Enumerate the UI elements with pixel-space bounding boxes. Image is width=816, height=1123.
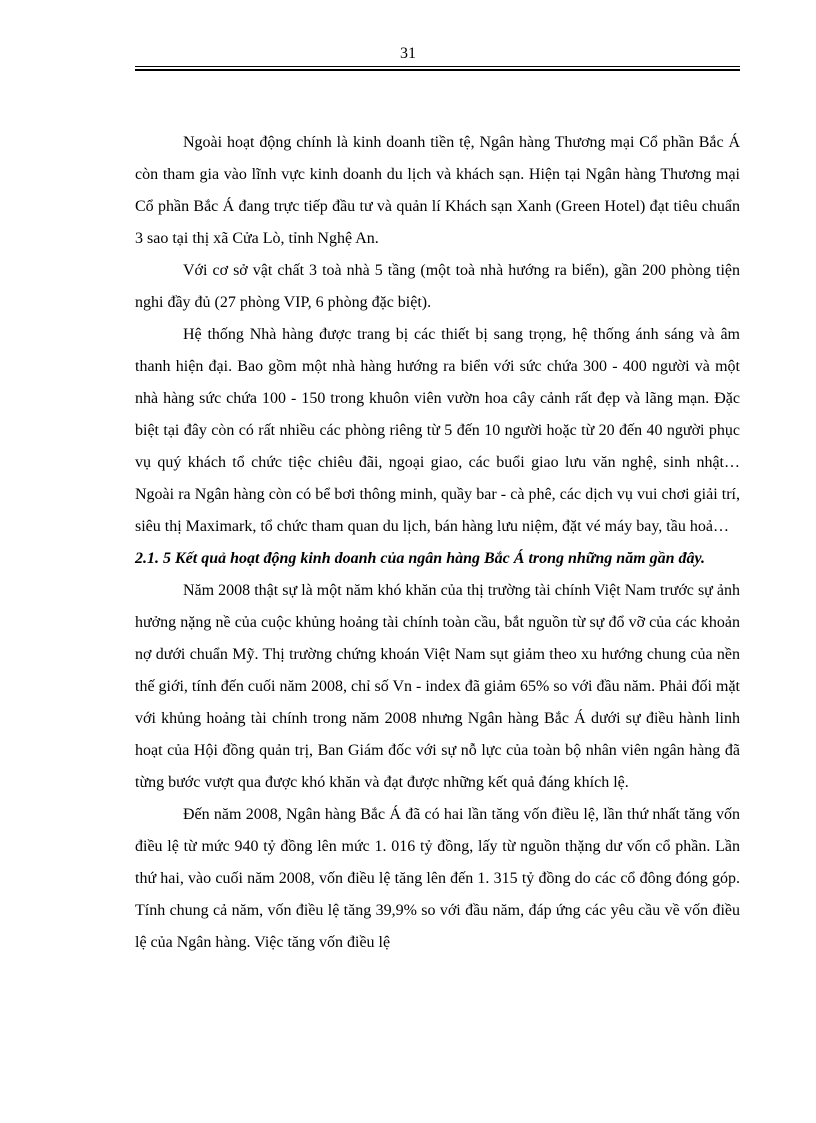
paragraph-financial-crisis-2008: Năm 2008 thật sự là một năm khó khăn của thị trường tài chính Việt Nam trước sự ảnh hưởng nặng nề của cuộc khủng hoảng tài chính toàn cầu, bắt nguồn từ sự đổ vỡ của các khoản nợ dưới chuẩn Mỹ. Thị trường chứng khoán Việt Nam sụt giảm theo xu hướng chung của nền thế giới, tính đến cuối năm 2008, chỉ số Vn - index đã giảm 65% so với đầu năm. Phải đối mặt với khủng hoảng tài chính trong năm 2008 nhưng Ngân hàng Bắc Á dưới sự điều hành linh hoạt của Hội đồng quản trị, Ban Giám đốc với sự nỗ lực của toàn bộ nhân viên ngân hàng đã từng bước vượt qua được khó khăn và đạt được những kết quả đáng khích lệ. [135, 582, 740, 791]
paragraph-banking-hotel-business: Ngoài hoạt động chính là kinh doanh tiền tệ, Ngân hàng Thương mại Cổ phần Bắc Á còn tham gia vào lĩnh vực kinh doanh du lịch và khách sạn. Hiện tại Ngân hàng Thương mại Cổ phần Bắc Á đang trực tiếp đầu tư và quản lí Khách sạn Xanh (Green Hotel) đạt tiêu chuẩn 3 sao tại thị xã Cửa Lò, tỉnh Nghệ An. [135, 134, 740, 247]
paragraph-restaurant-system: Hệ thống Nhà hàng được trang bị các thiết bị sang trọng, hệ thống ánh sáng và âm thanh hiện đại. Bao gồm một nhà hàng hướng ra biển với sức chứa 300 - 400 người và một nhà hàng sức chứa 100 - 150 trong khuôn viên vườn hoa cây cảnh rất đẹp và lãng mạn. Đặc biệt tại đây còn có rất nhiều các phòng riêng từ 5 đến 10 người hoặc từ 20 đến 40 người phục vụ quý khách tổ chức tiệc chiêu đãi, ngoại giao, các buổi giao lưu văn nghệ, sinh nhật… Ngoài ra Ngân hàng còn có bể bơi thông minh, quầy bar - cà phê, các dịch vụ vui chơi giải trí, siêu thị Maximark, tổ chức tham quan du lịch, bán hàng lưu niệm, đặt vé máy bay, tầu hoả… [135, 326, 740, 535]
paragraph-capital-increase: Đến năm 2008, Ngân hàng Bắc Á đã có hai lần tăng vốn điều lệ, lần thứ nhất tăng vốn điều lệ từ mức 940 tỷ đồng lên mức 1. 016 tỷ đồng, lấy từ nguồn thặng dư vốn cổ phần. Lần thứ hai, vào cuối năm 2008, vốn điều lệ tăng lên đến 1. 315 tỷ đồng do các cổ đông đóng góp. Tính chung cả năm, vốn điều lệ tăng 39,9% so với đầu năm, đáp ứng các yêu cầu về vốn điều lệ của Ngân hàng. Việc tăng vốn điều lệ [135, 806, 740, 951]
document-body [135, 127, 740, 959]
header-rule-thick [135, 69, 740, 71]
header-rule-thin [135, 66, 740, 67]
page-number: 31 [400, 45, 416, 62]
section-heading: 2.1. 5 Kết quả hoạt động kinh doanh của ngân hàng Bắc Á trong những năm gần đây. [135, 550, 706, 567]
paragraph-hotel-facilities: Với cơ sở vật chất 3 toà nhà 5 tầng (một toà nhà hướng ra biển), gần 200 phòng tiện nghi đầy đủ (27 phòng VIP, 6 phòng đặc biệt). [135, 262, 740, 311]
